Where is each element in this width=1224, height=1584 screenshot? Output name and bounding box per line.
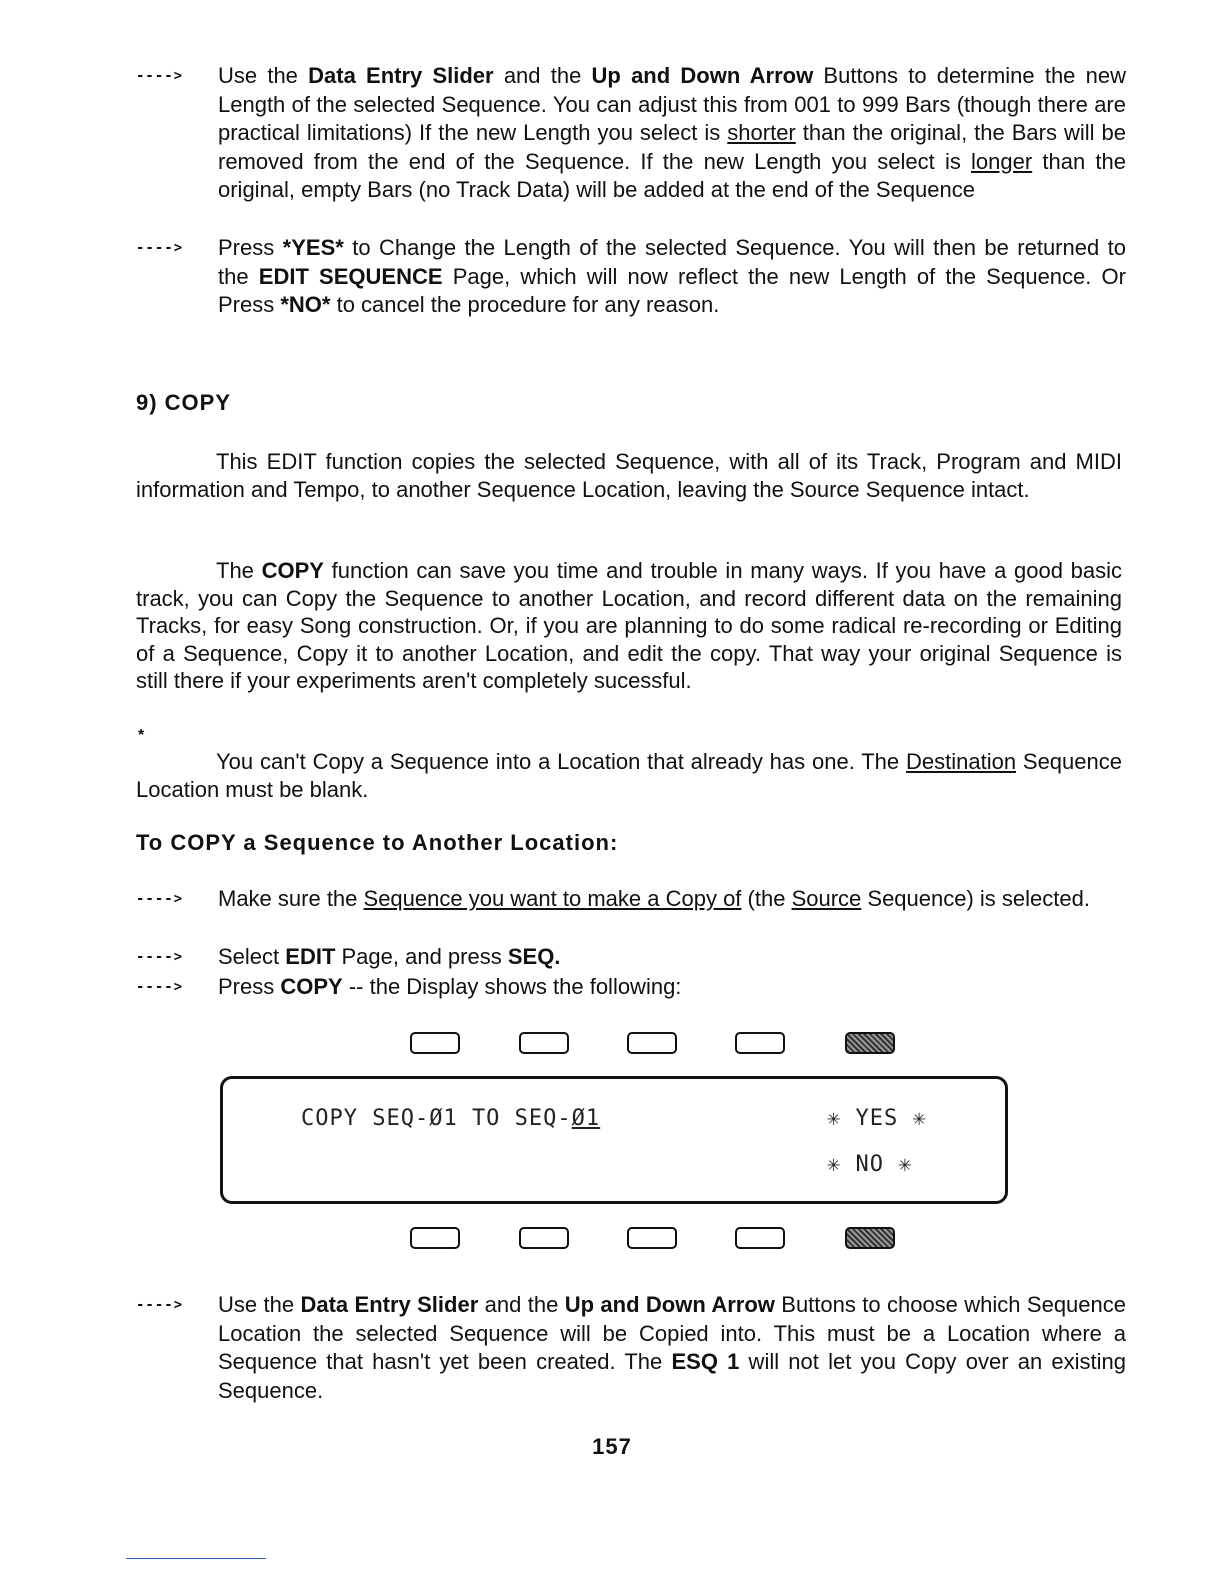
arrow-marker: ---->	[136, 979, 184, 995]
softkey-top-2[interactable]	[519, 1032, 569, 1054]
yes-option: ✳ YES ✳	[827, 1106, 927, 1131]
arrow-marker: ---->	[136, 1297, 184, 1313]
softkey-bottom-3[interactable]	[627, 1227, 677, 1249]
softkey-top-1[interactable]	[410, 1032, 460, 1054]
softkey-bottom-4[interactable]	[735, 1227, 785, 1249]
copy-description: This EDIT function copies the selected Sequence, with all of its Track, Program and MIDI information and Tempo, to another Sequence Location, leaving the Source Sequence intact.	[136, 449, 1122, 502]
copy-restriction-note: You can't Copy a Sequence into a Location that already has one. The Destination Sequence Location must be blank.	[136, 749, 1122, 802]
length-step-slider: ----> Use the Data Entry Slider and the Up and Down Arrow Buttons to determine the new Length of the selected Sequence. You can adjust this from 001 to 999 Bars (though there are practical limitations) If the new Length you select is shorter than the original, the Bars will be removed from the end of the Sequence. If the new Length you select is longer than the original, empty Bars (no Track Data) will be added at the end of the Sequence	[136, 63, 1126, 202]
page-number: 157	[592, 1434, 632, 1459]
softkey-bottom-2[interactable]	[519, 1227, 569, 1249]
softkey-bottom-1[interactable]	[410, 1227, 460, 1249]
copy-step-edit-page: ----> Select EDIT Page, and press SEQ.	[136, 943, 1126, 972]
lcd-display	[220, 1076, 1008, 1204]
copy-step-select-source: ----> Make sure the Sequence you want to make a Copy of (the Source Sequence) is selected.	[136, 885, 1126, 914]
softkey-top-yes[interactable]	[845, 1032, 895, 1054]
note-marker: *	[138, 727, 145, 744]
copy-step-press-copy: ----> Press COPY -- the Display shows the following:	[136, 973, 1126, 1002]
destination-cursor: Ø1	[571, 1106, 601, 1131]
footer-rule	[126, 1558, 266, 1559]
softkey-top-4[interactable]	[735, 1032, 785, 1054]
copy-prompt: COPY SEQ-Ø1 TO SEQ-Ø1	[301, 1106, 601, 1131]
no-option: ✳ NO ✳	[827, 1152, 913, 1177]
procedure-heading: To COPY a Sequence to Another Location:	[136, 830, 619, 855]
arrow-marker: ---->	[136, 891, 184, 907]
arrow-marker: ---->	[136, 949, 184, 965]
copy-benefits: The COPY function can save you time and trouble in many ways. If you have a good basic track, you can Copy the Sequence to another Location, and record different data on the remaining Tracks, for easy Song construction. Or, if you are planning to do some radical re-recording or Editing of a Sequence, Copy it to another Location, and edit the copy. That way your original Sequence is still there if your experiments aren't completely sucessful.	[136, 558, 1122, 693]
arrow-marker: ---->	[136, 68, 184, 84]
softkey-bottom-no[interactable]	[845, 1227, 895, 1249]
softkey-top-3[interactable]	[627, 1032, 677, 1054]
arrow-marker: ---->	[136, 240, 184, 256]
length-step-confirm: ----> Press *YES* to Change the Length of the selected Sequence. You will then be returned to the EDIT SEQUENCE Page, which will now reflect the new Length of the Sequence. Or Press *NO* to cancel the procedure for any reason.	[136, 235, 1126, 317]
section-heading-copy: 9) COPY	[136, 390, 232, 415]
copy-step-choose-destination: ----> Use the Data Entry Slider and the Up and Down Arrow Buttons to choose which Sequence Location the selected Sequence will be Copied into. This must be a Location where a Sequence that hasn't yet been created. The ESQ 1 will not let you Copy over an existing Sequence.	[136, 1292, 1126, 1403]
